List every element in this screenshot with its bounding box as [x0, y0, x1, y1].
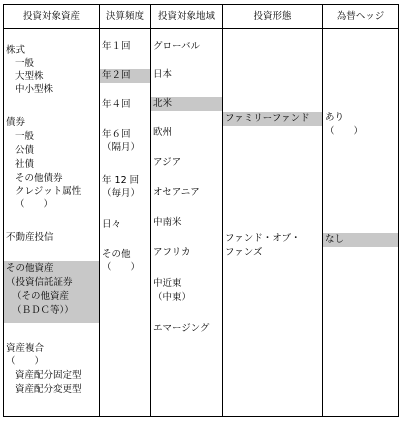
- region-middle-east-note: （中東）: [153, 292, 192, 303]
- asset-stocks-general: 一般: [15, 58, 35, 69]
- asset-other-line2: （投資信託証券: [6, 277, 73, 288]
- asset-bonds: 債券: [6, 117, 26, 128]
- asset-bonds-public: 公債: [15, 145, 35, 156]
- asset-stocks-large-cap: 大型株: [15, 71, 44, 82]
- region-north-america: 北米: [151, 97, 222, 111]
- asset-bonds-other: その他債券: [15, 173, 63, 184]
- asset-class-cell: [4, 29, 100, 417]
- body-row: [4, 29, 399, 417]
- hedge-yes: あり: [325, 112, 345, 123]
- fund-classification-table: [3, 4, 399, 417]
- asset-bonds-general: 一般: [15, 131, 35, 142]
- form-fund-of-funds: ファンド・オブ・: [225, 233, 301, 244]
- investment-region-cell: [151, 29, 223, 417]
- asset-composite: 資産複合: [6, 343, 45, 354]
- asset-stocks-mid-small-cap: 中小型株: [15, 84, 54, 95]
- asset-bonds-credit-attribute: クレジット属性: [15, 186, 82, 197]
- header-row: [4, 5, 399, 29]
- region-europe: 欧州: [153, 127, 173, 138]
- asset-stocks: 株式: [6, 45, 26, 56]
- asset-composite-variable: 資産配分変更型: [15, 384, 82, 395]
- region-global: グローバル: [153, 41, 201, 52]
- settlement-frequency-cell: [100, 29, 151, 417]
- fx-hedge-cell: [323, 29, 399, 417]
- freq-other: その他: [102, 249, 131, 260]
- asset-other-line1: その他資産: [6, 263, 54, 274]
- hedge-yes-paren: （ ）: [325, 126, 364, 137]
- freq-6: 年６回: [102, 129, 131, 140]
- freq-12-note: （毎月）: [102, 188, 141, 199]
- header-investment-region: 投資対象地域: [151, 5, 223, 29]
- region-emerging: エマージング: [153, 323, 210, 334]
- form-family-fund: ファミリーファンド: [223, 112, 322, 126]
- asset-other-line3: （その他資産: [12, 291, 70, 302]
- region-africa: アフリカ: [153, 247, 191, 258]
- form-fund-of-funds-cont: ファンズ: [225, 247, 263, 258]
- header-fx-hedge: 為替ヘッジ: [323, 5, 399, 29]
- header-investment-form: 投資形態: [223, 5, 323, 29]
- investment-form-cell: [223, 29, 323, 417]
- freq-12: 年 12 回: [102, 175, 140, 186]
- header-asset-class: 投資対象資産: [4, 5, 100, 29]
- region-asia: アジア: [153, 157, 182, 168]
- asset-bonds-credit-paren: （ ）: [15, 199, 54, 210]
- freq-other-paren: （ ）: [102, 262, 141, 273]
- region-latin-america: 中南米: [153, 217, 182, 228]
- freq-4: 年４回: [102, 99, 131, 110]
- region-middle-east: 中近東: [153, 278, 182, 289]
- freq-6-note: （隔月）: [102, 142, 141, 153]
- region-oceania: オセアニア: [153, 187, 200, 198]
- region-japan: 日本: [153, 69, 173, 80]
- asset-bonds-corporate: 社債: [15, 159, 35, 170]
- freq-daily: 日々: [102, 219, 122, 230]
- asset-other-line4: （ＢＤＣ等））: [12, 305, 74, 316]
- header-settlement-frequency: 決算頻度: [100, 5, 151, 29]
- asset-real-estate: 不動産投信: [6, 232, 54, 243]
- hedge-no: なし: [323, 233, 398, 247]
- asset-composite-paren: （ ）: [6, 356, 45, 367]
- freq-1: 年１回: [102, 41, 131, 52]
- asset-composite-fixed: 資産配分固定型: [15, 370, 82, 381]
- freq-2: 年２回: [100, 69, 150, 83]
